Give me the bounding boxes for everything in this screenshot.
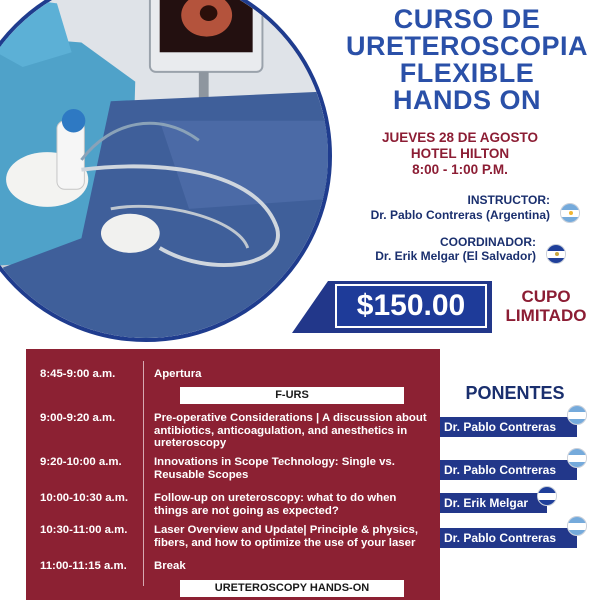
schedule-panel <box>26 349 440 600</box>
event-date: JUEVES 28 DE AGOSTO <box>381 130 539 145</box>
coordinator-label: COORDINADOR: <box>440 235 536 249</box>
speaker-badge: Dr. Pablo Contreras <box>435 460 577 480</box>
ponentes-heading: PONENTES <box>465 383 565 403</box>
schedule-time: 11:00-11:15 a.m. <box>40 560 127 572</box>
course-title <box>336 6 598 114</box>
price-tag: $150.00 <box>335 284 487 328</box>
procedure-photo <box>0 0 332 342</box>
schedule-description: Apertura <box>154 368 202 380</box>
speaker-badge: Dr. Erik Melgar <box>435 493 547 513</box>
cupo-line-1: CUPO <box>521 287 571 306</box>
title-line-1: CURSO DE <box>393 4 541 34</box>
section-header-furs: F-URS <box>180 387 404 404</box>
schedule-time: 9:20-10:00 a.m. <box>40 456 122 468</box>
coordinator-name: Dr. Erik Melgar (El Salvador) <box>375 249 536 263</box>
schedule-time: 9:00-9:20 a.m. <box>40 412 116 424</box>
section-header-hands-on: URETEROSCOPY HANDS-ON <box>180 580 404 597</box>
argentina-flag-icon <box>567 516 587 536</box>
limited-spots <box>492 287 600 325</box>
schedule-time: 10:30-11:00 a.m. <box>40 524 128 536</box>
schedule-time: 8:45-9:00 a.m. <box>40 368 116 380</box>
event-hours: 8:00 - 1:00 P.M. <box>412 162 508 177</box>
schedule-description: Break <box>154 560 186 572</box>
event-venue: HOTEL HILTON <box>410 146 510 161</box>
schedule-description: Pre-operative Considerations | A discussion about antibiotics, anticoagulation, and anesthetics in ureteroscopy <box>154 412 427 449</box>
title-line-3: FLEXIBLE <box>399 58 535 88</box>
cupo-line-2: LIMITADO <box>505 306 587 325</box>
argentina-flag-icon <box>567 405 587 425</box>
argentina-flag-icon <box>560 203 580 223</box>
instructor-label: INSTRUCTOR: <box>467 193 550 207</box>
schedule-description: Follow-up on ureteroscopy: what to do when things are not going as expected? <box>154 492 397 517</box>
schedule-description: Innovations in Scope Technology: Single vs. Reusable Scopes <box>154 456 395 481</box>
title-line-2: URETEROSCOPIA <box>345 31 589 61</box>
event-details <box>350 130 570 178</box>
el-salvador-flag-icon <box>546 244 566 264</box>
argentina-flag-icon <box>567 448 587 468</box>
schedule-description: Laser Overview and Update| Principle & physics, fibers, and how to optimize the use of your laser <box>154 524 419 549</box>
speaker-badge: Dr. Pablo Contreras <box>435 528 577 548</box>
speaker-badge: Dr. Pablo Contreras <box>435 417 577 437</box>
schedule-divider <box>143 411 144 586</box>
el-salvador-flag-icon <box>537 486 557 506</box>
title-line-4: HANDS ON <box>392 85 541 115</box>
schedule-time: 10:00-10:30 a.m. <box>40 492 129 504</box>
instructor-name: Dr. Pablo Contreras (Argentina) <box>370 208 550 222</box>
